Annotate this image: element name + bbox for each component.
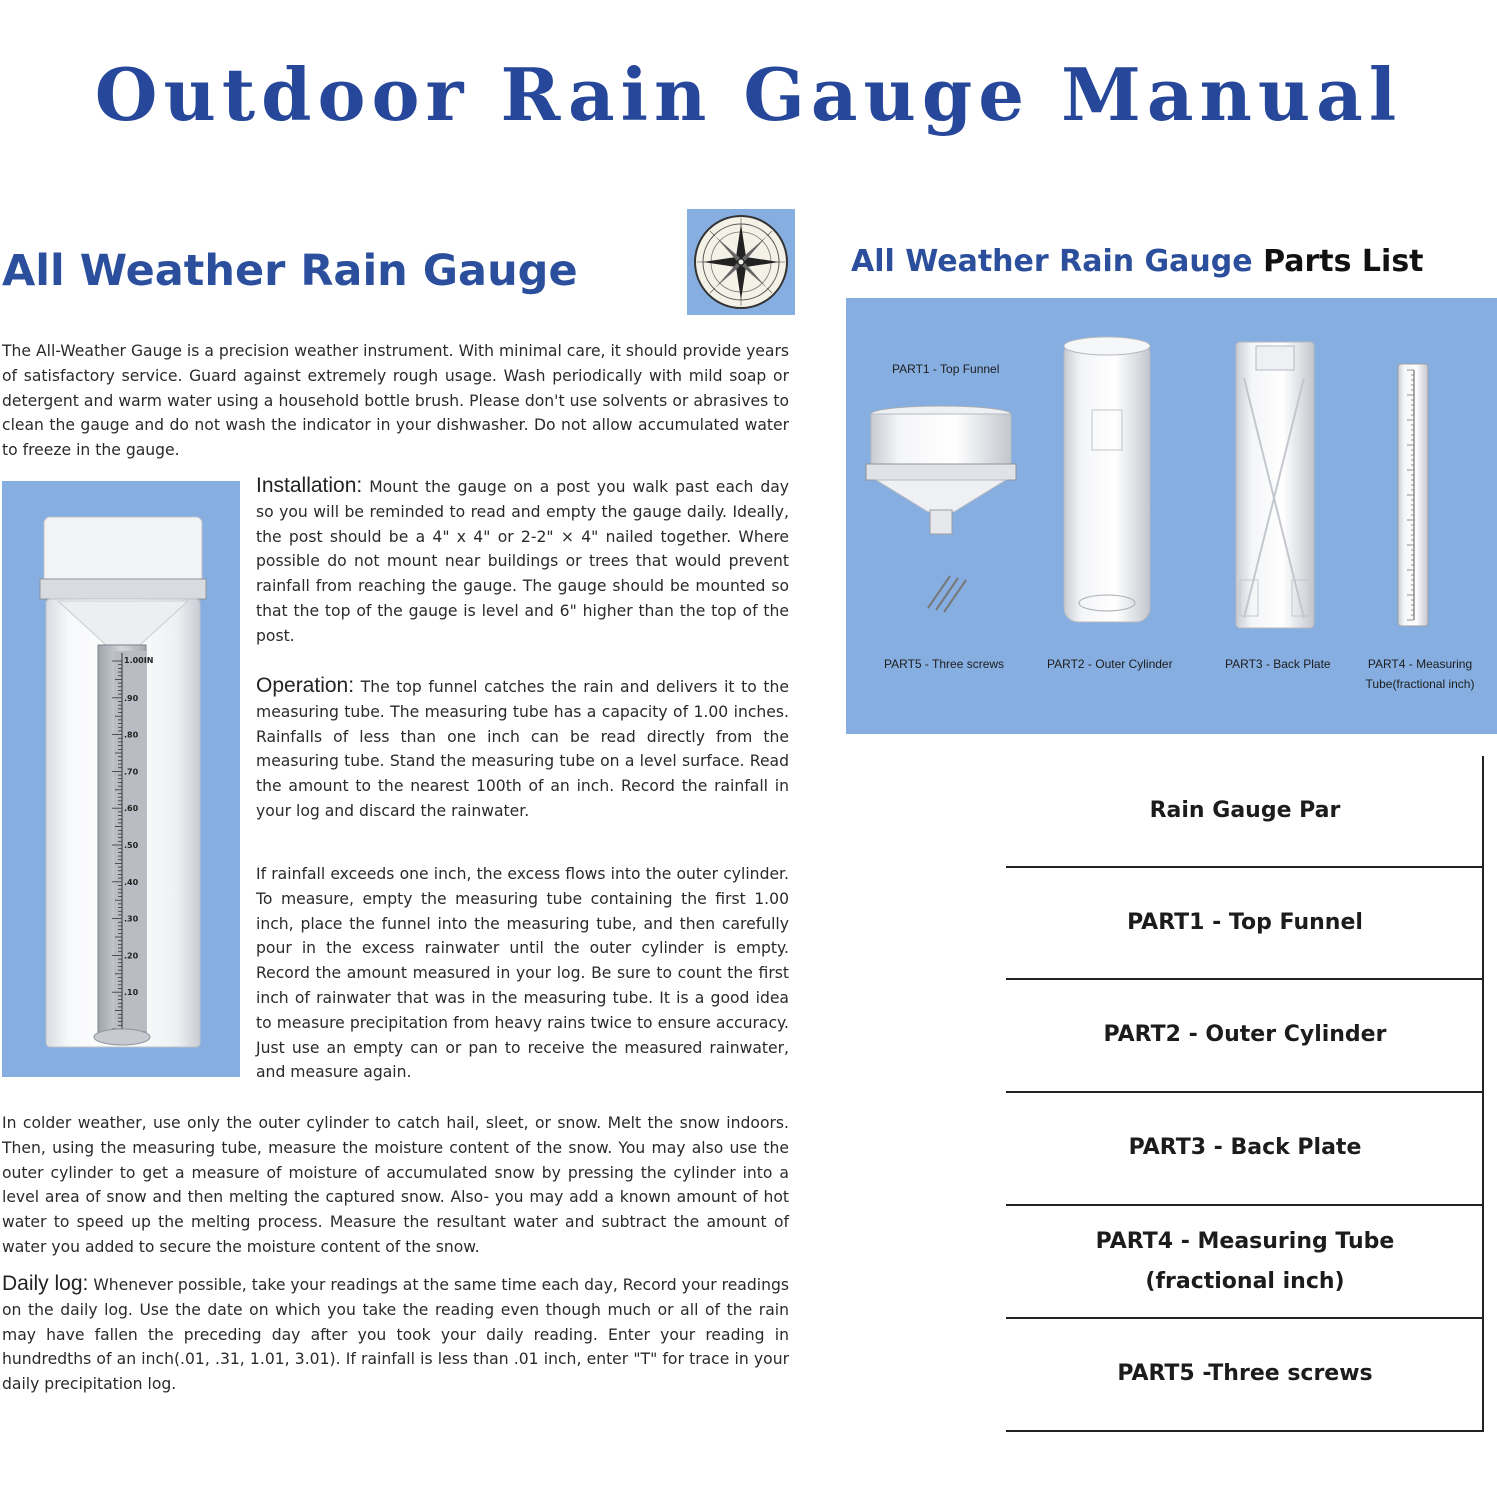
part4-label-line1: PART4 - Measuring [1367,657,1473,671]
part2-label: PART2 - Outer Cylinder [1047,657,1173,671]
gauge-scale-label: .30 [124,914,139,924]
operation-paragraph-2: If rainfall exceeds one inch, the excess flows into the outer cylinder. To measure, empty the measuring tube containing the first 1.00 inch, place the funnel into the measuring tube, and then carefully pour in the excess rainwater until the outer cylinder is empty. Record the amount measured in your log. Be sure to count the first inch of rainwater that was in the measuring tube. It is a good idea to measure precipitation from heavy rains twice to ensure accuracy. Just use an empty can or pan to receive the measured rainwater, and measure again. [256,865,789,1082]
parts-title-blue: All Weather Rain Gauge [851,244,1253,279]
compass-logo [687,209,795,315]
section-title: All Weather Rain Gauge [2,246,578,296]
gauge-scale-label: .40 [124,877,139,887]
table-row: PART1 - Top Funnel [1127,910,1363,935]
measuring-tube-icon [1398,364,1428,626]
table-row: PART3 - Back Plate [1128,1135,1362,1160]
gauge-scale-label: .70 [124,767,139,777]
gauge-scale-label: .80 [124,730,139,740]
rain-gauge-illustration [2,481,240,1077]
part5-label: PART5 - Three screws [884,657,1005,671]
parts-list-title [851,244,1424,279]
part4-label [1358,654,1482,694]
gauge-image [2,481,240,1077]
gauge-scale-label: .10 [124,988,139,998]
gauge-scale-label: .60 [124,804,139,814]
outer-cylinder-icon [1064,337,1150,622]
table-row-part4-line1: PART4 - Measuring Tube [1095,1229,1395,1254]
compass-rose-icon [693,214,789,310]
daily-log-text: Whenever possible, take your readings at the same time each day, Record your readings on the daily log. Use the date on which you take the reading even though much or all of the rain may have fallen the preceding day after you took your daily reading. Enter your reading in hundredths of an inch(.01, .31, 1.01, 3.01). If rainfall is less than .01 inch, enter "T" for trace in your daily precipitation log. [2,1276,789,1394]
operation-heading: Operation: [256,674,355,697]
gauge-scale-label: .50 [124,841,139,850]
part4-label-line2: Tube(fractional inch) [1365,677,1475,691]
installation-text: Mount the gauge on a post you walk past each day so you will be reminded to read and empty the gauge daily. Ideally, the post should be a 4" x 4" or 2-2" × 4" nailed together. Where possible do not mount near buildings or trees that would prevent rainfall from reaching the gauge. The gauge should be mounted so that the top of the gauge is level and 6" higher than the top of the post. [256,478,790,645]
daily-log-paragraph [2,1272,789,1397]
cold-weather-paragraph: In colder weather, use only the outer cylinder to catch hail, sleet, or snow. Melt the snow indoors. Then, using the measuring tube, measure the moisture content of the snow. You may also use the outer cylinder to get a measure of moisture of accumulated snow by pressing the cylinder into a level area of snow and then melting the captured snow. Also- you may add a known amount of hot water to speed up the melting process. Measure the resultant water and subtract the amount of water you added to secure the moisture content of the snow. [2,1114,789,1256]
gauge-scale-top: 1.00IN [124,656,154,665]
back-plate-icon [1236,342,1314,628]
table-header: Rain Gauge Par [1149,798,1341,823]
three-screws-icon [928,576,966,612]
parts-table [1006,756,1484,1432]
page-title: Outdoor Rain Gauge Manual [94,52,1403,137]
installation-heading: Installation: [256,474,363,497]
operation-paragraph [256,674,789,824]
top-funnel-icon [866,406,1016,534]
table-divider [1006,1430,1484,1432]
table-row: PART2 - Outer Cylinder [1103,1022,1387,1047]
intro-paragraph: The All-Weather Gauge is a precision weather instrument. With minimal care, it should provide years of satisfactory service. Guard against extremely rough usage. Wash periodically with mild soap or detergent and warm water using a household bottle brush. Please don't use solvents or abrasives to clean the gauge and do not wash the indicator in your dishwasher. Do not allow accumulated water to freeze in the gauge. [2,342,789,460]
operation-text: The top funnel catches the rain and delivers it to the measuring tube. The measuring tube has a capacity of 1.00 inches. Rainfalls of less than one inch can be read directly from the measuring tube. Stand the measuring tube on a level surface. Read the amount to the nearest 100th of an inch. Record the rainfall in your log and discard the rainwater. [256,678,789,820]
parts-image-panel [846,298,1497,734]
gauge-scale-label: .20 [124,951,139,961]
table-row-part4-line2: (fractional inch) [1145,1269,1345,1294]
daily-log-heading: Daily log: [2,1272,89,1295]
parts-title-black: Parts List [1263,244,1424,279]
installation-paragraph [256,474,789,649]
table-row [1006,1206,1484,1318]
table-row: PART5 -Three screws [1117,1361,1373,1386]
gauge-scale-label: .90 [124,693,139,703]
part3-label: PART3 - Back Plate [1225,657,1331,671]
part1-label: PART1 - Top Funnel [892,362,1000,376]
